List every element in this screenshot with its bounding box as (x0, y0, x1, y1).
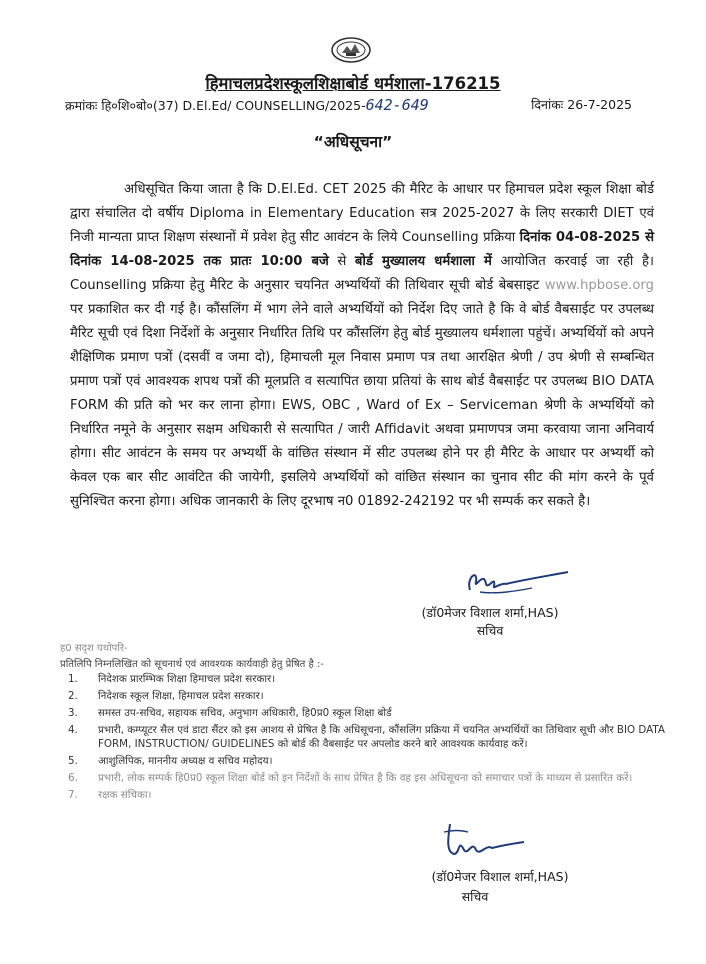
list-item: 1. निदेशक प्रारम्भिक शिक्षा हिमाचल प्रदेश सरकार। (68, 673, 276, 685)
list-item: 5. आशुलिपिक, माननीय अध्यक्ष व सचिव महोदय। (68, 755, 273, 767)
copy-list (68, 672, 668, 805)
board-emblem (330, 36, 372, 64)
handwritten-ref: 642-649 (365, 96, 429, 114)
copy-heading: ह0 सदृश यथोपरि- (60, 643, 128, 654)
list-item: 2. निदेशक स्कूल शिक्षा, हिमाचल प्रदेश सरकार। (68, 690, 264, 702)
copy-intro: प्रतिलिपि निम्नलिखित को सूचनार्थ एवं आवश्यक कार्यवाही हेतु प्रेषित है :- (60, 659, 324, 670)
notification-title: “अधिसूचना” (313, 133, 393, 151)
signatory-designation-2: सचिव (461, 889, 489, 904)
list-item: 7. रक्षक संचिका। (68, 789, 152, 801)
signature-2 (440, 818, 550, 858)
signatory-designation-1: सचिव (476, 623, 504, 638)
board-title: हिमाचलप्रदेशस्कूलशिक्षाबोर्ड धर्मशाला-176215 (205, 74, 501, 93)
list-item: 6. प्रभारी, लोक सम्पर्क हि0प्र0 स्कूल शिक्षा बोर्ड को इन निर्देशों के साथ प्रेषित है कि वह इस अधिसूचना को समाचार पत्रों के माध्यम से प्रसारित करें। (68, 772, 633, 784)
notification-body: अधिसूचित किया जाता है कि D.El.Ed. CET 2025 की मैरिट के आधार पर हिमाचल प्रदेश स्कूल शिक्षा बोर्ड द्वारा संचालित दो वर्षीय Diploma in Elementary Education सत्र 2025-2027 के लिए सरकारी DIET एवं निजी मान्यता प्राप्त शिक्षण संस्थानों में प्रवेश हेतु सीट आवंटन के लिये Counselling प्रक्रिया दिनांक 04-08-2025 से दिनांक 14-08-2025 तक प्रातः 10:00 बजे से बोर्ड मुख्यालय धर्मशाला में आयोजित करवाई जा रही है। Counselling प्रक्रिया हेतु मैरिट के अनुसार चयनित अभ्यर्थियों की तिथिवार सूची बोर्ड बेबसाइट www.hpbose.org पर प्रकाशित कर दी गई है। कौंसलिंग में भाग लेने वाले अभ्यर्थियों को निर्देश दिए जाते है कि वे बोर्ड वैबसाईट पर उपलब्ध मैरिट सूची एवं दिशा निर्देशों के अनुसार निर्धारित तिथि पर कौंसलिंग हेतु बोर्ड मुख्यालय धर्मशाला पहुंचें। अभ्यर्थियों को अपने शैक्षिणिक प्रमाण पत्रों (दसवीं व जमा दो), हिमाचली मूल निवास प्रमाण पत्र तथा आरक्षित श्रेणी / उप श्रेणी से सम्बन्धित प्रमाण पत्रों एवं आवश्यक शपथ पत्रों की मूलप्रति व सत्यापित छाया प्रतियां के साथ बोर्ड वैबसाईट पर उपलब्ध BIO DATA FORM की प्रति को भर कर लाना होगा। EWS, OBC , Ward of Ex – Serviceman श्रेणी के अभ्यर्थियों को निर्धारित नमूने के अनुसार सक्षम अधिकारी से सत्यापित / जारी Affidavit अथवा प्रमाणपत्र जमा करवाया जाना अनिवार्य होगा। सीट आवंटन के समय पर अभ्यर्थी के वांछित संस्थान में सीट उपलब्ध होने पर ही मैरिट के आधार पर अभ्यर्थी को केवल एक बार सीट आवंटित की जायेगी, इसलिये अभ्यर्थियों को वांछित संस्थान का चुनाव सीट की मांग करने के पूर्व सुनिश्चित करना होगा। अधिक जानकारी के लिए दूरभाष न0 01892-242192 पर भी सम्पर्क कर सकते है। (70, 182, 654, 509)
list-item: 4. प्रभारी, कम्प्यूटर सैल एवं डाटा सैंटर को इस आशय से प्रेषित है कि अधिसूचना, कौंसलिंग प्रक्रिया में चयनित अभ्यर्थियों का तिथिवार सूची और BIO DATA FORM, INSTRUCTION/ GUIDELINES को बोर्ड की वैबसाईट पर अपलोड करने बारे आवश्यक कार्यवाह करें। (68, 724, 665, 750)
signatory-name-1: (डॉ0मेजर विशाल शर्मा,HAS) (421, 605, 559, 620)
list-item: 3. समस्त उप-सचिव, सहायक सचिव, अनुभाग अधिकारी, हि0प्र0 स्कूल शिक्षा बोर्ड (68, 707, 392, 719)
board-website: www.hpbose.org (544, 278, 654, 293)
signature-1 (462, 560, 572, 600)
signatory-name-2: (डॉ0मेजर विशाल शर्मा,HAS) (431, 869, 569, 884)
issue-date: दिनांकः 26-7-2025 (531, 97, 632, 112)
reference-number: क्रमांकः हि०शि०बो०(37) D.El.Ed/ COUNSELLING/2025-642-649 (65, 96, 429, 114)
